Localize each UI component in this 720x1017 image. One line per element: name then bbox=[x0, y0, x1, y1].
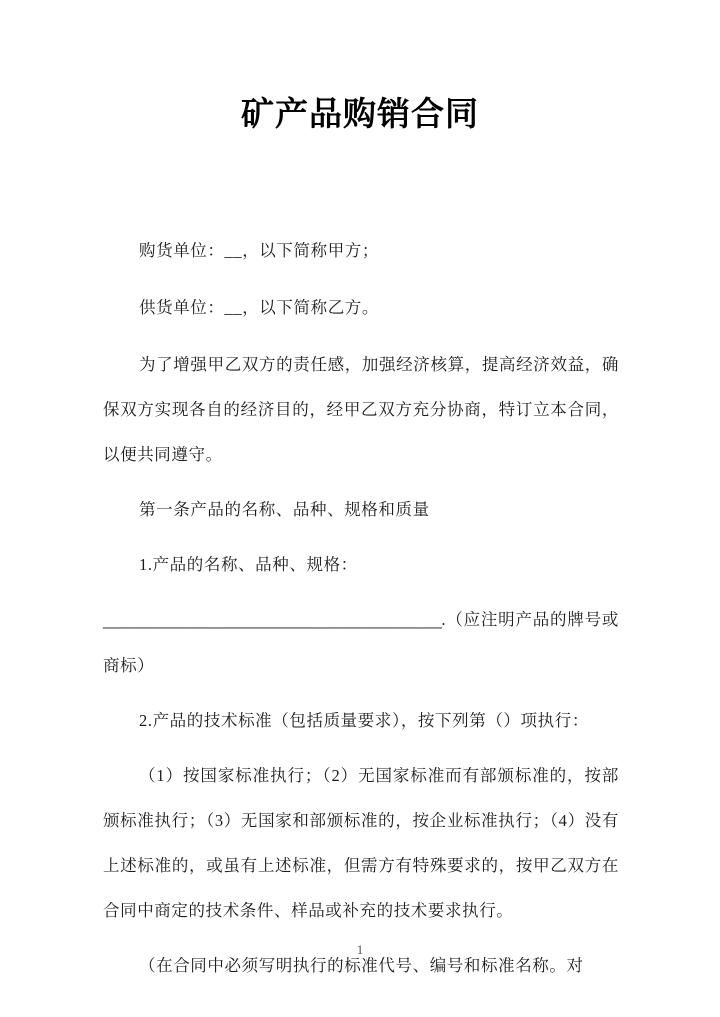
paragraph-spacer bbox=[103, 330, 619, 342]
fill-in-blank-underscores[interactable]: _______________________________________ bbox=[103, 611, 442, 629]
paragraph-preamble: 为了增强甲乙双方的责任感，加强经济核算，提高经济效益，确保双方实现各自的经济目的，经甲乙双方充分协商，特订立本合同，以便共同遵守。 bbox=[103, 355, 619, 464]
page-number: 1 bbox=[356, 942, 364, 957]
paragraph-standard-options: （1）按国家标准执行；（2）无国家标准而有部颁标准的，按部颁标准执行；（3）无国家和部颁标准的，按企业标准执行；（4）没有上述标准的，或虽有上述标准，但需方有特殊要求的，按甲乙双方在合同中商定的技术条件、样品或补充的技术要求执行。 bbox=[103, 766, 619, 920]
paragraph-spacer bbox=[103, 273, 619, 285]
fill-in-blank-row bbox=[103, 597, 619, 688]
paragraph-buyer-line: 购货单位：__，以下简称甲方； bbox=[139, 241, 379, 260]
paragraph-standard-note: （在合同中必须写明执行的标准代号、编号和标准名称。对 bbox=[139, 956, 584, 975]
paragraph-spacer bbox=[103, 688, 619, 698]
page-title: 矿产品购销合同 bbox=[241, 94, 479, 133]
heading-article-one: 第一条产品的名称、品种、规格和质量 bbox=[139, 500, 430, 519]
list-item-technical-standard: 2.产品的技术标准（包括质量要求），按下列第（）项执行： bbox=[139, 711, 589, 730]
paragraph-supplier-line: 供货单位：__，以下简称乙方。 bbox=[139, 298, 379, 317]
document-body bbox=[103, 228, 619, 988]
paragraph-spacer bbox=[103, 587, 619, 597]
fill-in-blank-note: .（应注明产品的牌号或商标） bbox=[103, 610, 619, 675]
list-item-product-name: 1.产品的名称、品种、规格： bbox=[139, 555, 358, 574]
paragraph-spacer bbox=[103, 743, 619, 753]
paragraph-spacer bbox=[103, 477, 619, 487]
paragraph-spacer bbox=[103, 532, 619, 542]
